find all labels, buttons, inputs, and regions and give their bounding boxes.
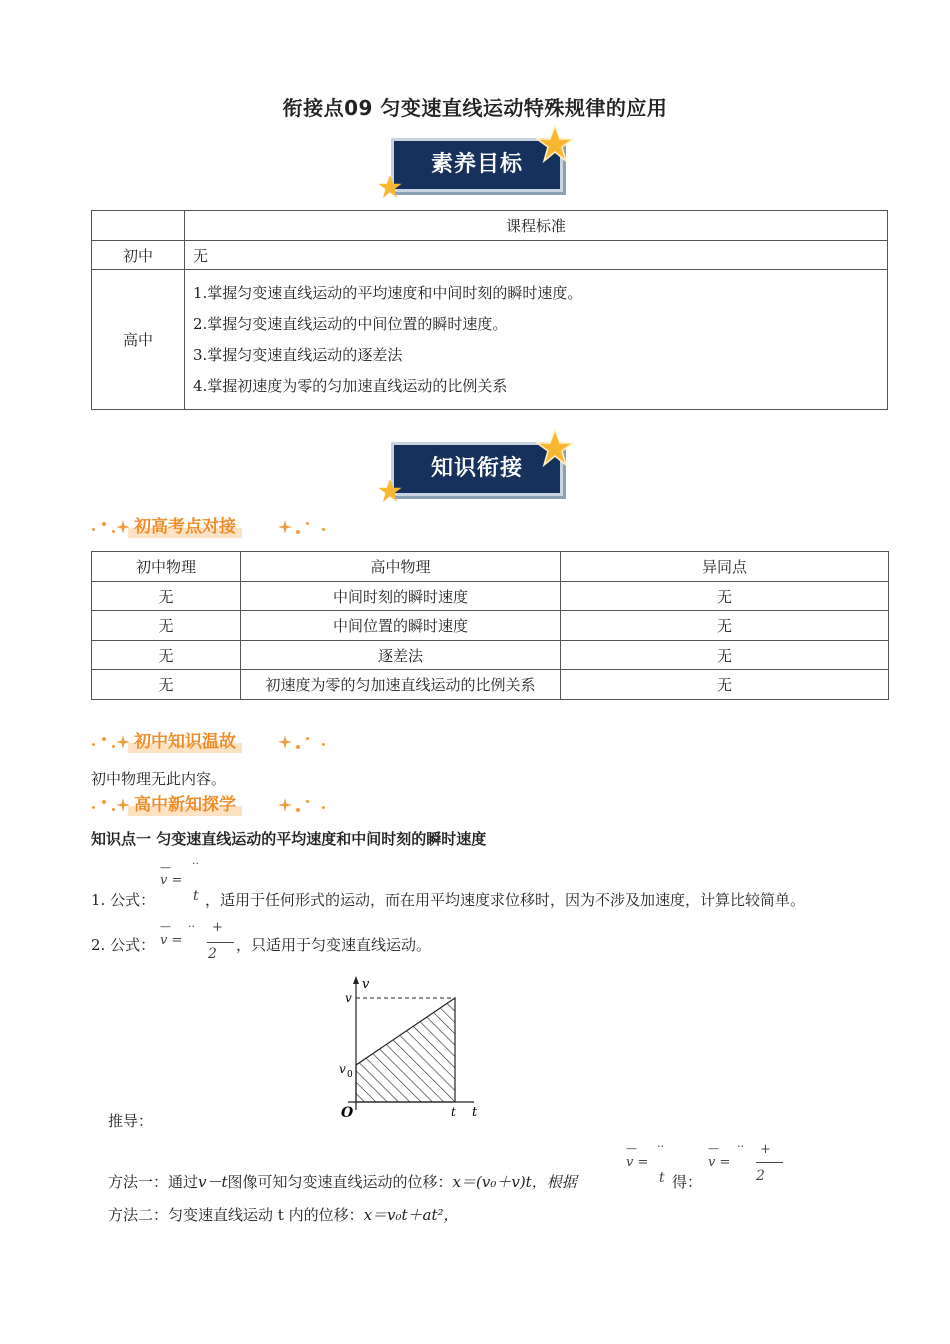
decor-dot (92, 528, 95, 531)
table-row (92, 641, 889, 670)
formula-denominator: t (659, 1170, 665, 1186)
label-v0: v (339, 1062, 346, 1076)
method-text: 图像可知匀变速直线运动的位移： (227, 1173, 453, 1191)
table-row (92, 670, 889, 700)
list-item: 4.掌握初速度为零的匀加速直线运动的比例关系 (193, 376, 508, 395)
sparkle-icon (278, 735, 292, 749)
formula-denominator: 2 (756, 1168, 765, 1184)
formula-top: ·· (192, 857, 199, 870)
table-cell: 无 (92, 670, 241, 700)
column-header: 高中物理 (241, 552, 561, 582)
standard-cell: 无 (185, 241, 888, 270)
formula-lhs: v = (708, 1155, 731, 1170)
section-heading-compare (90, 516, 340, 542)
axis-label-v: v (362, 977, 370, 992)
formula-description: ，只适用于匀变速直线运动。 (236, 936, 432, 954)
decor-dot (102, 737, 106, 741)
sparkle-icon (278, 520, 292, 534)
table-cell: 无 (561, 582, 889, 611)
label-v0-sub: 0 (347, 1070, 353, 1080)
formula-lhs: v = (160, 933, 183, 948)
formula-plus: + (760, 1142, 771, 1157)
decor-dot (322, 528, 325, 531)
get-label: 得： (672, 1173, 703, 1191)
method-text: 方法一：通过 (108, 1173, 199, 1191)
formula-plus: + (212, 920, 223, 935)
sparkle-icon (278, 798, 292, 812)
decor-dot (112, 530, 115, 533)
decor-dot (296, 530, 300, 534)
table-cell: 无 (92, 611, 241, 641)
compare-table (91, 551, 889, 700)
label-v: v (345, 991, 352, 1005)
table-cell (92, 211, 185, 241)
table-cell: 初速度为零的匀加速直线运动的比例关系 (241, 670, 561, 700)
decor-dot (296, 745, 300, 749)
decor-dot (92, 806, 95, 809)
decor-dot (112, 745, 115, 748)
formula-top: ·· (188, 920, 195, 933)
decor-dot (322, 806, 325, 809)
level-cell: 初中 (92, 241, 185, 270)
label-t: t (451, 1105, 456, 1119)
list-item: 2.掌握匀变速直线运动的中间位置的瞬时速度。 (193, 314, 508, 333)
decor-dot (112, 808, 115, 811)
standard-list (185, 270, 888, 410)
decor-dot (322, 743, 325, 746)
list-item: 1.掌握匀变速直线运动的平均速度和中间时刻的瞬时速度。 (193, 283, 583, 302)
formula-bar: — (626, 1142, 637, 1155)
formula-top: ·· (657, 1140, 664, 1153)
fraction-line (207, 942, 234, 943)
page-title: 衔接点09 匀变速直线运动特殊规律的应用 (282, 96, 668, 120)
table-cell: 中间位置的瞬时速度 (241, 611, 561, 641)
formula-denominator: t (193, 888, 199, 904)
method-one (108, 1171, 577, 1192)
displacement-area (356, 998, 455, 1102)
formula-bar: — (160, 920, 171, 933)
vt-graph (334, 970, 494, 1125)
table-cell: 无 (561, 670, 889, 700)
method-two (108, 1204, 459, 1225)
star-icon (535, 124, 575, 164)
fraction-line (756, 1162, 783, 1163)
list-item: 3.掌握匀变速直线运动的逐差法 (193, 345, 403, 364)
star-icon (377, 174, 403, 200)
banner-label: 素养目标 (430, 152, 523, 177)
formula-lhs: v = (160, 873, 183, 888)
table-row (92, 582, 889, 611)
section-label: 高中新知探学 (128, 794, 242, 816)
formula-denominator: 2 (208, 946, 217, 962)
level-cell: 高中 (92, 270, 185, 410)
derivation-label: 推导： (108, 1112, 154, 1130)
review-text: 初中物理无此内容。 (91, 770, 227, 788)
table-row (92, 611, 889, 641)
standards-table (91, 210, 888, 410)
decor-dot (306, 522, 309, 525)
section-label: 初高考点对接 (128, 516, 242, 538)
arrow-icon (353, 976, 359, 984)
axis-label-t: t (472, 1105, 478, 1120)
formula-prefix: 2. 公式： (91, 936, 156, 954)
decor-dot (92, 743, 95, 746)
knowledge-point-heading: 知识点一 匀变速直线运动的平均速度和中间时刻的瞬时速度 (91, 830, 487, 848)
formula-bar: — (708, 1142, 719, 1155)
formula-top: ·· (737, 1140, 744, 1153)
formula-prefix: 1. 公式： (91, 891, 156, 909)
decor-dot (306, 737, 309, 740)
section-heading-review (90, 731, 340, 757)
banner-label: 知识衔接 (430, 456, 523, 481)
method-expr: v－t (198, 1173, 228, 1191)
formula-lhs: v = (626, 1155, 649, 1170)
method-expr: x＝v₀t＋at²， (363, 1206, 459, 1224)
decor-dot (102, 800, 106, 804)
decor-dot (102, 522, 106, 526)
formula-bar: — (160, 861, 171, 874)
table-cell: 无 (92, 641, 241, 670)
section-label: 初中知识温故 (128, 731, 242, 753)
formula-description: ，适用于任何形式的运动，而在用平均速度求位移时，因为不涉及加速度，计算比较简单。 (205, 891, 806, 909)
decor-dot (296, 808, 300, 812)
goals-banner (383, 132, 583, 202)
table-cell: 无 (92, 582, 241, 611)
column-header: 异同点 (561, 552, 889, 582)
column-header: 初中物理 (92, 552, 241, 582)
knowledge-banner (383, 436, 583, 506)
table-header: 课程标准 (185, 211, 888, 241)
table-cell: 无 (561, 641, 889, 670)
table-cell: 无 (561, 611, 889, 641)
table-cell: 中间时刻的瞬时速度 (241, 582, 561, 611)
origin-label: O (341, 1105, 354, 1121)
method-expr: x＝(v₀＋v)t，根据 (452, 1173, 577, 1191)
star-icon (377, 478, 403, 504)
decor-dot (306, 800, 309, 803)
table-cell: 逐差法 (241, 641, 561, 670)
section-heading-new (90, 794, 340, 820)
method-text: 方法二：匀变速直线运动 t 内的位移： (108, 1206, 364, 1224)
star-icon (535, 428, 575, 468)
